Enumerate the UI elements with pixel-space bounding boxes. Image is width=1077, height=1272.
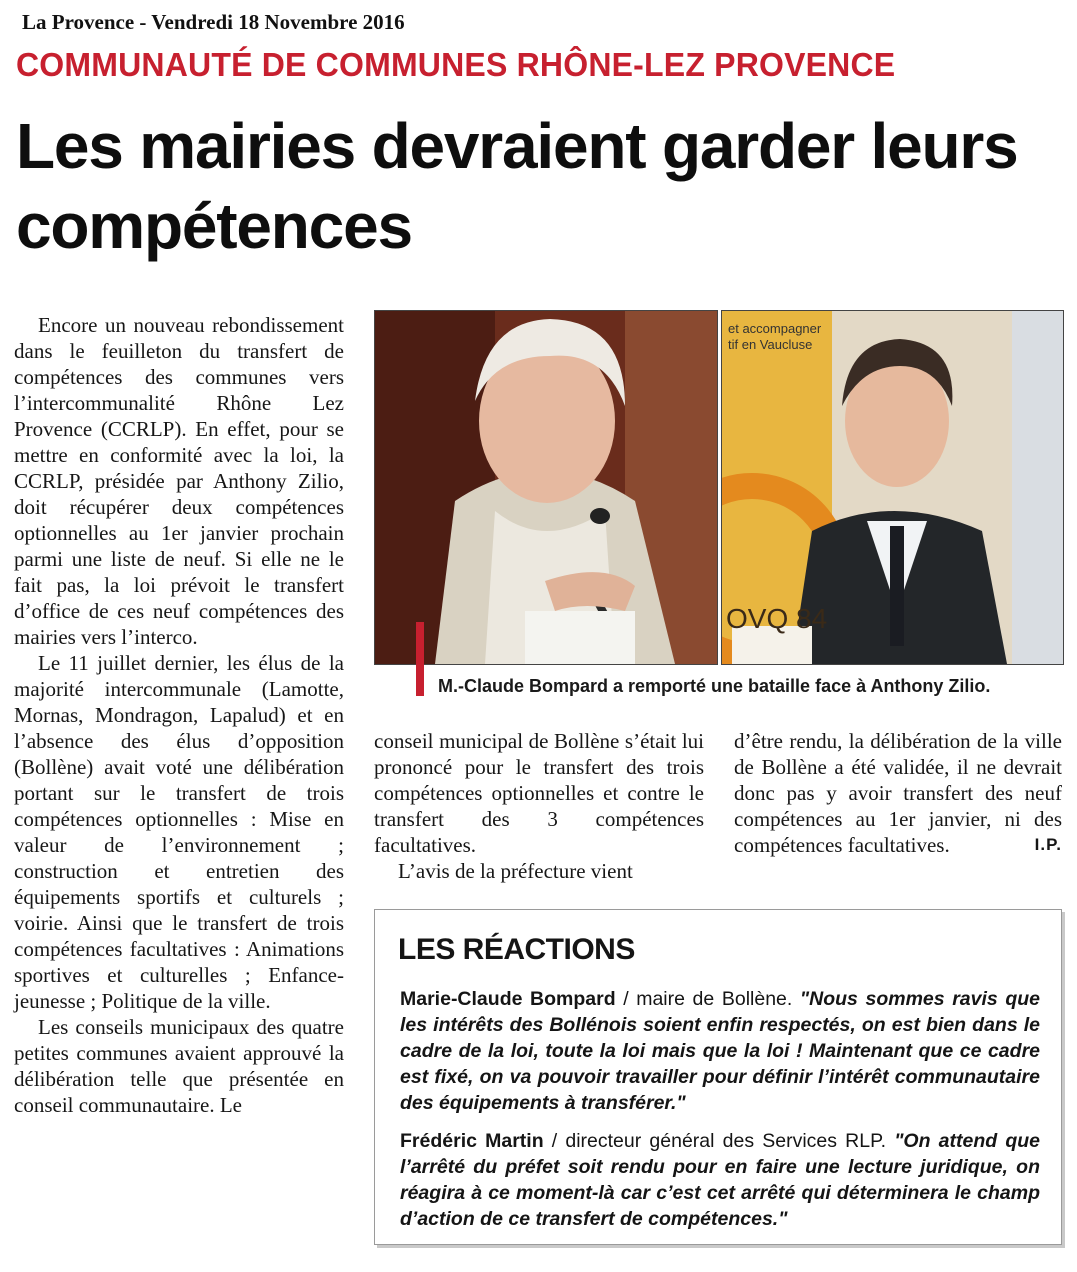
section-kicker: COMMUNAUTÉ DE COMMUNES RHÔNE-LEZ PROVENCE: [16, 46, 896, 83]
article-column-1: [14, 312, 344, 1118]
reaction-item: [400, 1128, 1040, 1232]
body-paragraph-3-start: Les conseils municipaux des quatre petites communes avaient approuvé la délibération telle que présentée en conseil communautaire. Le: [14, 1015, 344, 1117]
publication-dateline: La Provence - Vendredi 18 Novembre 2016: [22, 10, 405, 34]
body-paragraph-4-end: d’être rendu, la délibération de la ville de Bollène a été validée, il ne devrait donc pas y avoir transfert des neuf compétences au 1er janvier, ni des compétences facultatives.: [734, 729, 1062, 857]
caption-accent-bar: [416, 622, 424, 696]
photo-marie-claude-bompard: [374, 310, 718, 665]
article-column-3: [734, 728, 1062, 858]
reaction-quote: "Nous sommes ravis que les intérêts des Bollénois soient enfin respectés, on est bien dans le cadre de la loi, toute la loi mais que la loi ! Maintenant que ce cadre est fixé, on va pouvoir travailler pour définir l’intérêt communautaire des équipements à transférer.": [400, 988, 1040, 1114]
reaction-item: [400, 986, 1040, 1116]
body-paragraph-2: Le 11 juillet dernier, les élus de la majorité intercommunale (Lamotte, Mornas, Mondragon, Lapalud) et en l’absence des élus d’opposition (Bollène) avait voté une délibération portant sur le transfert de trois compétences optionnelles : Mise en valeur de l’environnement ; construction et entretien des équipements sportifs et culturels ; voirie. Ainsi que le transfert de trois compétences facultatives : Animations sportives et culturelles ; Enfance-jeunesse ; Politique de la ville.: [14, 651, 344, 1013]
article-headline: Les mairies devraient garder leurs compétences: [16, 110, 1018, 262]
photo-woman-illustration: [375, 311, 717, 664]
reaction-author: Marie-Claude Bompard: [400, 988, 616, 1010]
reaction-role: / directeur général des Services RLP.: [543, 1130, 895, 1152]
photo-anthony-zilio: [721, 310, 1064, 665]
reaction-role: / maire de Bollène.: [615, 988, 800, 1010]
photo-caption: M.-Claude Bompard a remporté une bataille face à Anthony Zilio.: [438, 676, 991, 696]
body-paragraph-1: Encore un nouveau rebondissement dans le feuilleton du transfert de compétences des communes vers l’intercommunalité Rhône Lez Provence (CCRLP). En effet, pour se mettre en conformité avec la loi, la CCRLP, présidée par Anthony Zilio, doit récupérer deux compétences optionnelles au 1er janvier prochain parmi une liste de neuf. Si elle ne le fait pas, la loi prévoit le transfert d’office de ces neuf compétences des mairies vers l’interco.: [14, 313, 344, 649]
photo-banner-logo: OVQ 84: [726, 603, 828, 634]
author-byline: I.P.: [1034, 835, 1062, 854]
reactions-title: LES RÉACTIONS: [398, 933, 635, 966]
reaction-author: Frédéric Martin: [400, 1130, 544, 1152]
article-column-2: [374, 728, 704, 884]
body-paragraph-4-start: L’avis de la préfecture vient: [398, 859, 633, 883]
reaction-quote: "On attend que l’arrêté du préfet soit rendu pour en faire une lecture juridique, on réagira à ce moment-là car c’est cet arrêté qui déterminera le champ d’action de ce transfert de compétences.": [400, 1130, 1041, 1230]
photo-banner-text: et accompagner tif en Vaucluse: [728, 321, 822, 352]
body-paragraph-3-end: conseil municipal de Bollène s’était lui prononcé pour le transfert des trois compétences optionnelles et contre le transfert des 3 compétences facultatives.: [374, 729, 704, 857]
